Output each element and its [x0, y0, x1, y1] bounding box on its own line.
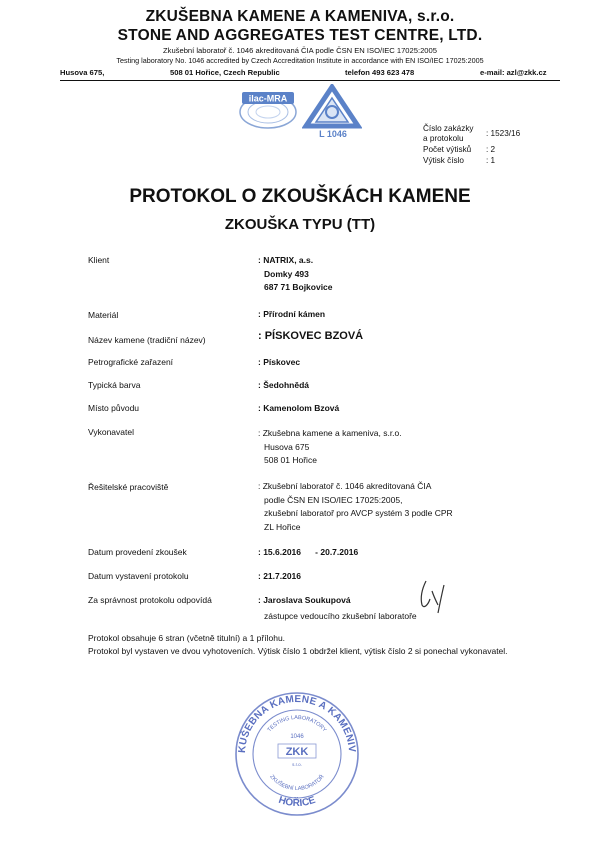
address-city: 508 01 Hořice, Czech Republic — [170, 68, 280, 77]
ilac-mra-logo — [232, 88, 304, 130]
test-date-value: : 15.6.2016 - 20.7.2016 — [258, 547, 359, 557]
stamp-sub: s.r.o. — [292, 762, 302, 767]
client-label: Klient — [88, 255, 110, 265]
copy-number-label: Výtisk číslo — [423, 156, 464, 165]
performer-value: : Zkušebna kamene a kameniva, s.r.o. Husova 675 508 01 Hořice — [258, 428, 402, 465]
accreditation-en: Testing laboratory No. 1046 accredited by Czech Accreditation Institute in accordance with EN ISO/IEC 17025:2005 — [116, 56, 484, 65]
phone: telefon 493 623 478 — [345, 68, 415, 77]
note-pages: Protokol obsahuje 6 stran (včetně titulní) a 1 přílohu. — [88, 633, 286, 643]
stamp-inner-bottom: ZKUŠEBNÍ LABORATOŘ — [268, 773, 326, 793]
company-name-cz: ZKUŠEBNA KAMENE A KAMENIVA, s.r.o. — [145, 8, 455, 25]
client-value: : NATRIX, a.s. Domky 493 687 71 Bojkovice — [258, 255, 333, 292]
stamp-inner-text: TESTING LABORATORY — [266, 714, 328, 734]
order-label: Číslo zakázky a protokolu — [423, 124, 474, 143]
ilac-logo-text: ilac-MRA — [248, 93, 288, 104]
responsible-label: Za správnost protokolu odpovídá — [88, 595, 212, 605]
performer-label: Vykonavatel — [88, 427, 134, 437]
cia-logo — [302, 84, 362, 140]
test-date-label: Datum provedení zkoušek — [88, 547, 187, 557]
petrographic-value: : Pískovec — [258, 357, 301, 367]
petrographic-label: Petrografické zařazení — [88, 357, 174, 367]
workplace-label: Řešitelské pracoviště — [88, 482, 169, 492]
address-street: Husova 675, — [60, 68, 105, 77]
document-subtitle: ZKOUŠKA TYPU (TT) — [224, 216, 376, 233]
signature — [408, 575, 458, 617]
issue-date-value: : 21.7.2016 — [258, 571, 302, 581]
material-value: : Přírodní kámen — [258, 309, 326, 319]
stamp-number: 1046 — [290, 734, 304, 740]
copies-label: Počet výtisků — [423, 145, 472, 154]
copy-number-value: : 1 — [486, 156, 496, 165]
copies-value: : 2 — [486, 145, 496, 154]
stone-name-value: : PÍSKOVEC BZOVÁ — [258, 330, 364, 342]
svg-text:TESTING LABORATORY — [267, 715, 328, 734]
email: e-mail: azl@zkk.cz — [480, 68, 547, 77]
svg-text:HOŘICE — [277, 795, 317, 809]
order-value: : 1523/16 — [486, 129, 521, 138]
accreditation-cz: Zkušební laboratoř č. 1046 akreditovaná ČIA podle ČSN EN ISO/IEC 17025:2005 — [163, 46, 437, 55]
origin-value: : Kamenolom Bzová — [258, 403, 340, 413]
material-label: Materiál — [88, 310, 119, 320]
svg-text:ZKUŠEBNÍ LABORATOŘ — [268, 773, 325, 792]
company-name-en: STONE AND AGGREGATES TEST CENTRE, LTD. — [117, 27, 483, 44]
contact-line — [60, 68, 560, 81]
stamp-logo: ZKK — [285, 746, 309, 758]
laboratory-stamp — [232, 690, 362, 818]
cia-logo-text: L 1046 — [319, 129, 347, 139]
note-copies: Protokol byl vystaven ve dvou vyhotoveních. Výtisk číslo 1 obdržel klient, výtisk číslo 2 si ponechal vykonavatel. — [88, 646, 508, 656]
responsible-name: : Jaroslava Soukupová — [258, 595, 351, 605]
stamp-top-text: KUŠEBNA KAMENE A KAMENIV — [236, 693, 358, 754]
workplace-value: : Zkušební laboratoř č. 1046 akreditovaná ČIA podle ČSN EN ISO/IEC 17025:2005, zkušební laboratoř pro AVCP systém 3 podle CPR ZL Hořice — [258, 481, 453, 532]
responsible-role: zástupce vedoucího zkušební laboratoře — [264, 611, 417, 621]
color-value: : Šedohnědá — [258, 380, 310, 390]
origin-label: Místo původu — [88, 403, 140, 413]
color-label: Typická barva — [88, 380, 141, 390]
stone-name-label: Název kamene (tradiční název) — [88, 335, 206, 345]
stamp-bottom-text: HOŘICE — [277, 794, 317, 810]
issue-date-label: Datum vystavení protokolu — [88, 571, 189, 581]
document-title: PROTOKOL O ZKOUŠKÁCH KAMENE — [129, 186, 471, 207]
